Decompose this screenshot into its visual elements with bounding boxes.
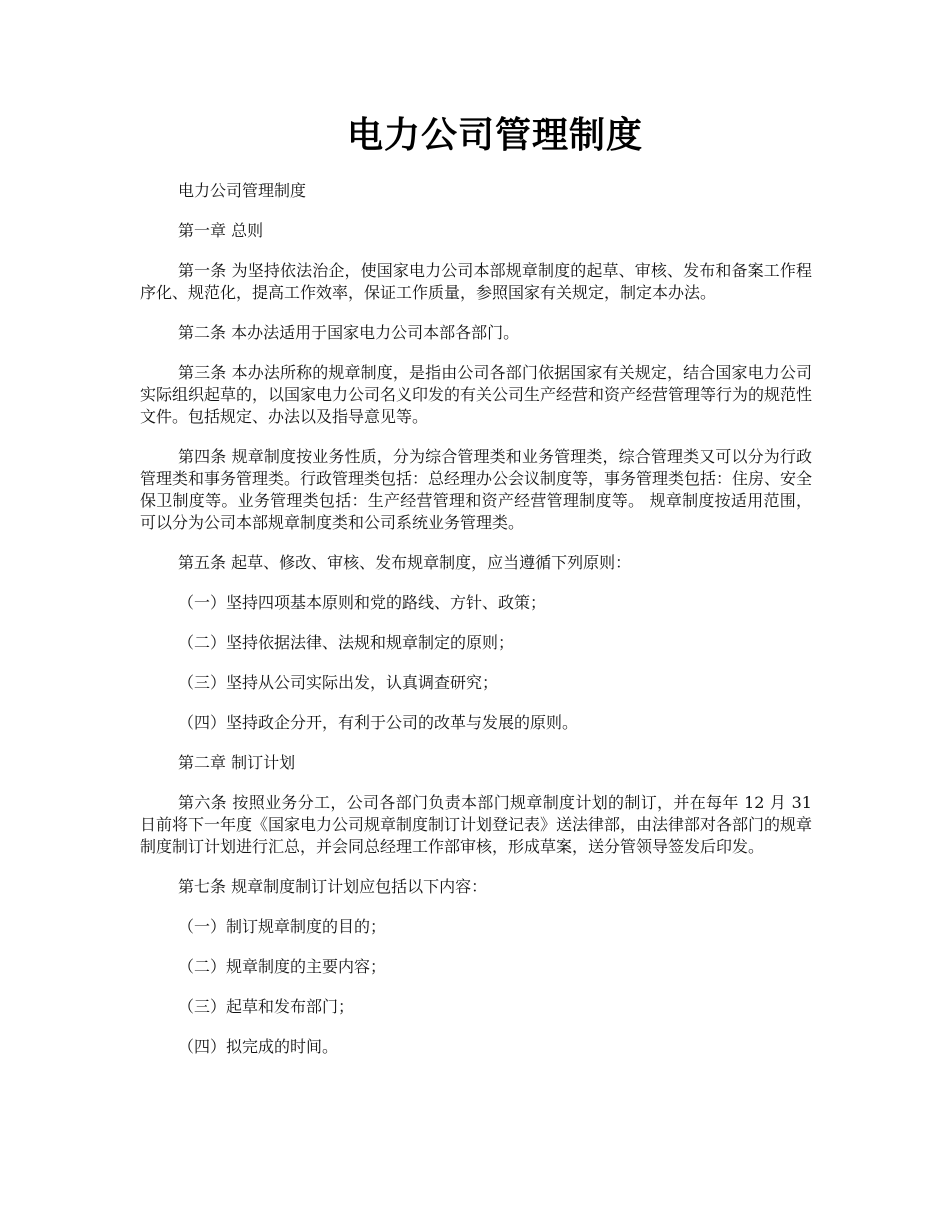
article-7: 第七条 规章制度制订计划应包括以下内容：	[178, 877, 488, 896]
article-1: 第一条 为坚持依法治企，使国家电力公司本部规章制度的起草、审核、发布和备案工作程序化、规范化，提高工作效率，保证工作质量，参照国家有关规定，制定本办法。	[140, 261, 812, 302]
paragraph-subtitle: 电力公司管理制度	[178, 181, 307, 200]
list-item: （二）规章制度的主要内容；	[178, 957, 387, 976]
chapter-heading-2: 第二章 制订计划	[178, 753, 296, 772]
list-item: （二）坚持依据法律、法规和规章制定的原则；	[178, 633, 515, 652]
article-2: 第二条 本办法适用于国家电力公司本部各部门。	[178, 323, 520, 342]
article-6: 第六条 按照业务分工，公司各部门负责本部门规章制度计划的制订，并在每年 12 月 31 日前将下一年度《国家电力公司规章制度制订计划登记表》送法律部，由法律部对各部门的规章制度制订计划进行汇总，并会同总经理工作部审核，形成草案，送分管领导签发后印发。	[140, 793, 813, 856]
list-item: （三）起草和发布部门；	[178, 997, 355, 1016]
article-5: 第五条 起草、修改、审核、发布规章制度，应当遵循下列原则：	[178, 553, 632, 572]
chapter-heading-1: 第一章 总则	[178, 221, 264, 240]
article-3: 第三条 本办法所称的规章制度，是指由公司各部门依据国家有关规定，结合国家电力公司实际组织起草的，以国家电力公司名义印发的有关公司生产经营和资产经营管理等行为的规范性文件。包括规定、办法以及指导意见等。	[140, 363, 813, 426]
document-title: 电力公司管理制度	[346, 115, 643, 156]
document-body	[140, 180, 812, 1076]
list-item: （四）拟完成的时间。	[178, 1037, 339, 1056]
list-item: （四）坚持政企分开，有利于公司的改革与发展的原则。	[178, 713, 579, 732]
list-item: （三）坚持从公司实际出发，认真调查研究；	[178, 673, 499, 692]
article-4: 第四条 规章制度按业务性质，分为综合管理类和业务管理类，综合管理类又可以分为行政管理类和事务管理类。行政管理类包括：总经理办公会议制度等，事务管理类包括：住房、安全保卫制度等。业务管理类包括：生产经营管理和资产经营管理制度等。 规章制度按适用范围，可以分为公司本部规章制度类和公司系统业务管理类。	[140, 447, 813, 532]
list-item: （一）坚持四项基本原则和党的路线、方针、政策；	[178, 593, 547, 612]
list-item: （一）制订规章制度的目的；	[178, 917, 387, 936]
